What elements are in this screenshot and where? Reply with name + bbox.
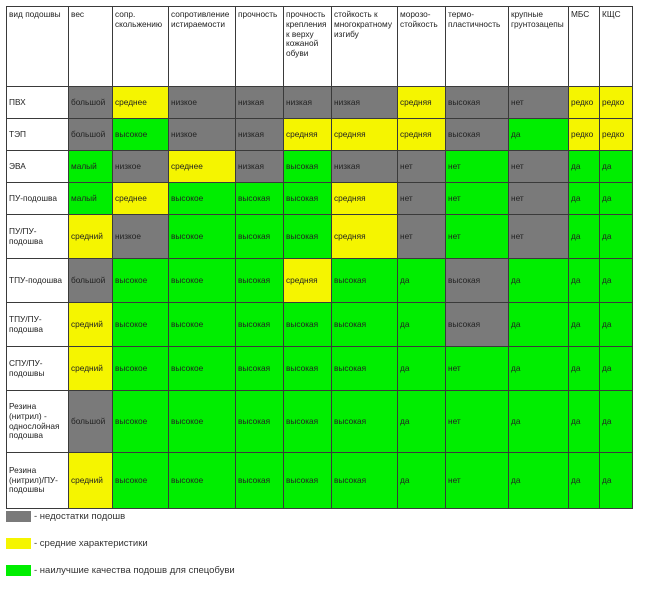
table-cell: редко	[569, 119, 600, 151]
row-sole-type: ТПУ-подошва	[7, 259, 69, 303]
table-cell: нет	[398, 215, 446, 259]
table-cell: низкая	[236, 87, 284, 119]
header-row	[7, 7, 633, 87]
table-cell: средняя	[284, 259, 332, 303]
table-cell: высокое	[169, 259, 236, 303]
column-header: сопротивление истираемости	[169, 7, 236, 87]
table-cell: низкое	[113, 215, 169, 259]
row-sole-type: ПВХ	[7, 87, 69, 119]
table-cell: редко	[600, 87, 633, 119]
table-cell: нет	[446, 183, 509, 215]
table-cell: высокая	[236, 215, 284, 259]
table-cell: да	[398, 347, 446, 391]
table-cell: да	[569, 215, 600, 259]
table-cell: нет	[398, 151, 446, 183]
table-cell: высокая	[284, 215, 332, 259]
table-row	[7, 259, 633, 303]
table-cell: высокая	[236, 303, 284, 347]
table-cell: средний	[69, 347, 113, 391]
table-cell: да	[600, 259, 633, 303]
table-cell: высокая	[236, 453, 284, 509]
table-cell: высокая	[236, 183, 284, 215]
table-body	[7, 87, 633, 509]
table-row	[7, 215, 633, 259]
row-sole-type: ТЭП	[7, 119, 69, 151]
table-cell: да	[509, 453, 569, 509]
table-cell: низкая	[332, 151, 398, 183]
legend-label: - наилучшие качества подошв для спецобуви	[34, 564, 235, 576]
table-cell: высокое	[113, 347, 169, 391]
legend-item	[6, 510, 235, 522]
legend-item	[6, 564, 235, 576]
table-cell: среднее	[113, 183, 169, 215]
table-cell: высокое	[113, 259, 169, 303]
table-cell: да	[600, 303, 633, 347]
legend-label: - средние характеристики	[34, 537, 148, 549]
table-cell: нет	[446, 347, 509, 391]
table-cell: высокая	[446, 119, 509, 151]
table-cell: низкая	[236, 151, 284, 183]
table-cell: высокая	[236, 391, 284, 453]
table-row	[7, 347, 633, 391]
table-cell: да	[398, 259, 446, 303]
row-sole-type: ТПУ/ПУ-подошва	[7, 303, 69, 347]
row-sole-type: ЭВА	[7, 151, 69, 183]
table-cell: редко	[600, 119, 633, 151]
sole-comparison-table	[6, 6, 633, 509]
table-cell: высокое	[113, 391, 169, 453]
table-cell: высокое	[169, 183, 236, 215]
table-cell: да	[569, 183, 600, 215]
table-cell: да	[569, 259, 600, 303]
row-sole-type: СПУ/ПУ-подошвы	[7, 347, 69, 391]
table-cell: высокая	[284, 183, 332, 215]
table-cell: большой	[69, 87, 113, 119]
table-cell: высокая	[446, 303, 509, 347]
table-cell: высокая	[446, 87, 509, 119]
table-cell: да	[600, 391, 633, 453]
row-sole-type: ПУ/ПУ-подошва	[7, 215, 69, 259]
column-header: МБС	[569, 7, 600, 87]
column-header: прочность крепления к верху кожаной обуви	[284, 7, 332, 87]
row-sole-type: Резина (нитрил) - однослойная подошва	[7, 391, 69, 453]
table-cell: высокая	[284, 151, 332, 183]
table-cell: средний	[69, 453, 113, 509]
table-cell: малый	[69, 183, 113, 215]
table-cell: да	[600, 347, 633, 391]
table-cell: средний	[69, 303, 113, 347]
legend-item	[6, 537, 235, 549]
table-cell: нет	[398, 183, 446, 215]
table-cell: высокая	[446, 259, 509, 303]
column-header: стойкость к многократному изгибу	[332, 7, 398, 87]
table-cell: да	[569, 391, 600, 453]
table-cell: высокое	[169, 347, 236, 391]
table-cell: низкая	[236, 119, 284, 151]
legend	[6, 510, 235, 591]
legend-swatch	[6, 538, 31, 549]
table-cell: высокая	[332, 391, 398, 453]
legend-swatch	[6, 565, 31, 576]
table-row	[7, 183, 633, 215]
table-row	[7, 151, 633, 183]
table-cell: нет	[509, 215, 569, 259]
table-cell: да	[569, 303, 600, 347]
table-cell: высокая	[284, 303, 332, 347]
table-cell: высокое	[113, 119, 169, 151]
table-cell: средняя	[332, 215, 398, 259]
table-cell: да	[600, 183, 633, 215]
table-cell: средняя	[332, 119, 398, 151]
table-cell: высокая	[284, 347, 332, 391]
table-cell: да	[509, 391, 569, 453]
table-cell: низкое	[169, 87, 236, 119]
table-cell: нет	[446, 151, 509, 183]
column-header: сопр. скольжению	[113, 7, 169, 87]
legend-swatch	[6, 511, 31, 522]
table-cell: низкое	[113, 151, 169, 183]
table-cell: средний	[69, 215, 113, 259]
table-cell: нет	[446, 215, 509, 259]
table-row	[7, 303, 633, 347]
table-cell: да	[509, 347, 569, 391]
column-header: морозо-стойкость	[398, 7, 446, 87]
table-row	[7, 119, 633, 151]
table-cell: низкое	[169, 119, 236, 151]
table-cell: высокое	[169, 215, 236, 259]
row-sole-type: ПУ-подошва	[7, 183, 69, 215]
table-cell: да	[509, 303, 569, 347]
table-cell: большой	[69, 391, 113, 453]
table-cell: низкая	[332, 87, 398, 119]
table-cell: низкая	[284, 87, 332, 119]
table-cell: высокая	[236, 347, 284, 391]
table-cell: средняя	[284, 119, 332, 151]
table-cell: да	[600, 151, 633, 183]
table-cell: высокая	[236, 259, 284, 303]
table-cell: нет	[446, 391, 509, 453]
column-header: вид подошвы	[7, 7, 69, 87]
table-cell: да	[569, 453, 600, 509]
table-row	[7, 453, 633, 509]
table-cell: нет	[509, 183, 569, 215]
table-cell: нет	[446, 453, 509, 509]
table-cell: среднее	[113, 87, 169, 119]
table-cell: да	[398, 391, 446, 453]
table-cell: высокая	[332, 259, 398, 303]
table-cell: да	[569, 347, 600, 391]
table-cell: высокое	[113, 303, 169, 347]
table-cell: высокое	[169, 391, 236, 453]
table-cell: да	[600, 215, 633, 259]
table-cell: большой	[69, 259, 113, 303]
table-cell: да	[569, 151, 600, 183]
table-cell: малый	[69, 151, 113, 183]
table-cell: высокое	[113, 453, 169, 509]
table-cell: высокая	[332, 303, 398, 347]
column-header: прочность	[236, 7, 284, 87]
column-header: крупные грунтозацепы	[509, 7, 569, 87]
table-cell: высокое	[169, 303, 236, 347]
table-cell: нет	[509, 151, 569, 183]
table-cell: да	[600, 453, 633, 509]
comparison-table-wrapper	[6, 6, 633, 509]
table-cell: да	[509, 119, 569, 151]
column-header: КЩС	[600, 7, 633, 87]
table-cell: да	[398, 453, 446, 509]
table-cell: высокая	[284, 391, 332, 453]
table-cell: высокое	[169, 453, 236, 509]
column-header: термо-пластичность	[446, 7, 509, 87]
table-cell: средняя	[398, 119, 446, 151]
table-cell: редко	[569, 87, 600, 119]
table-cell: да	[398, 303, 446, 347]
table-cell: среднее	[169, 151, 236, 183]
table-cell: высокая	[284, 453, 332, 509]
table-row	[7, 87, 633, 119]
table-cell: нет	[509, 87, 569, 119]
table-cell: высокая	[332, 453, 398, 509]
table-row	[7, 391, 633, 453]
table-cell: высокая	[332, 347, 398, 391]
column-header: вес	[69, 7, 113, 87]
legend-label: - недостатки подошв	[34, 510, 126, 522]
table-cell: да	[509, 259, 569, 303]
table-cell: средняя	[398, 87, 446, 119]
row-sole-type: Резина (нитрил)/ПУ-подошвы	[7, 453, 69, 509]
table-cell: большой	[69, 119, 113, 151]
table-cell: средняя	[332, 183, 398, 215]
